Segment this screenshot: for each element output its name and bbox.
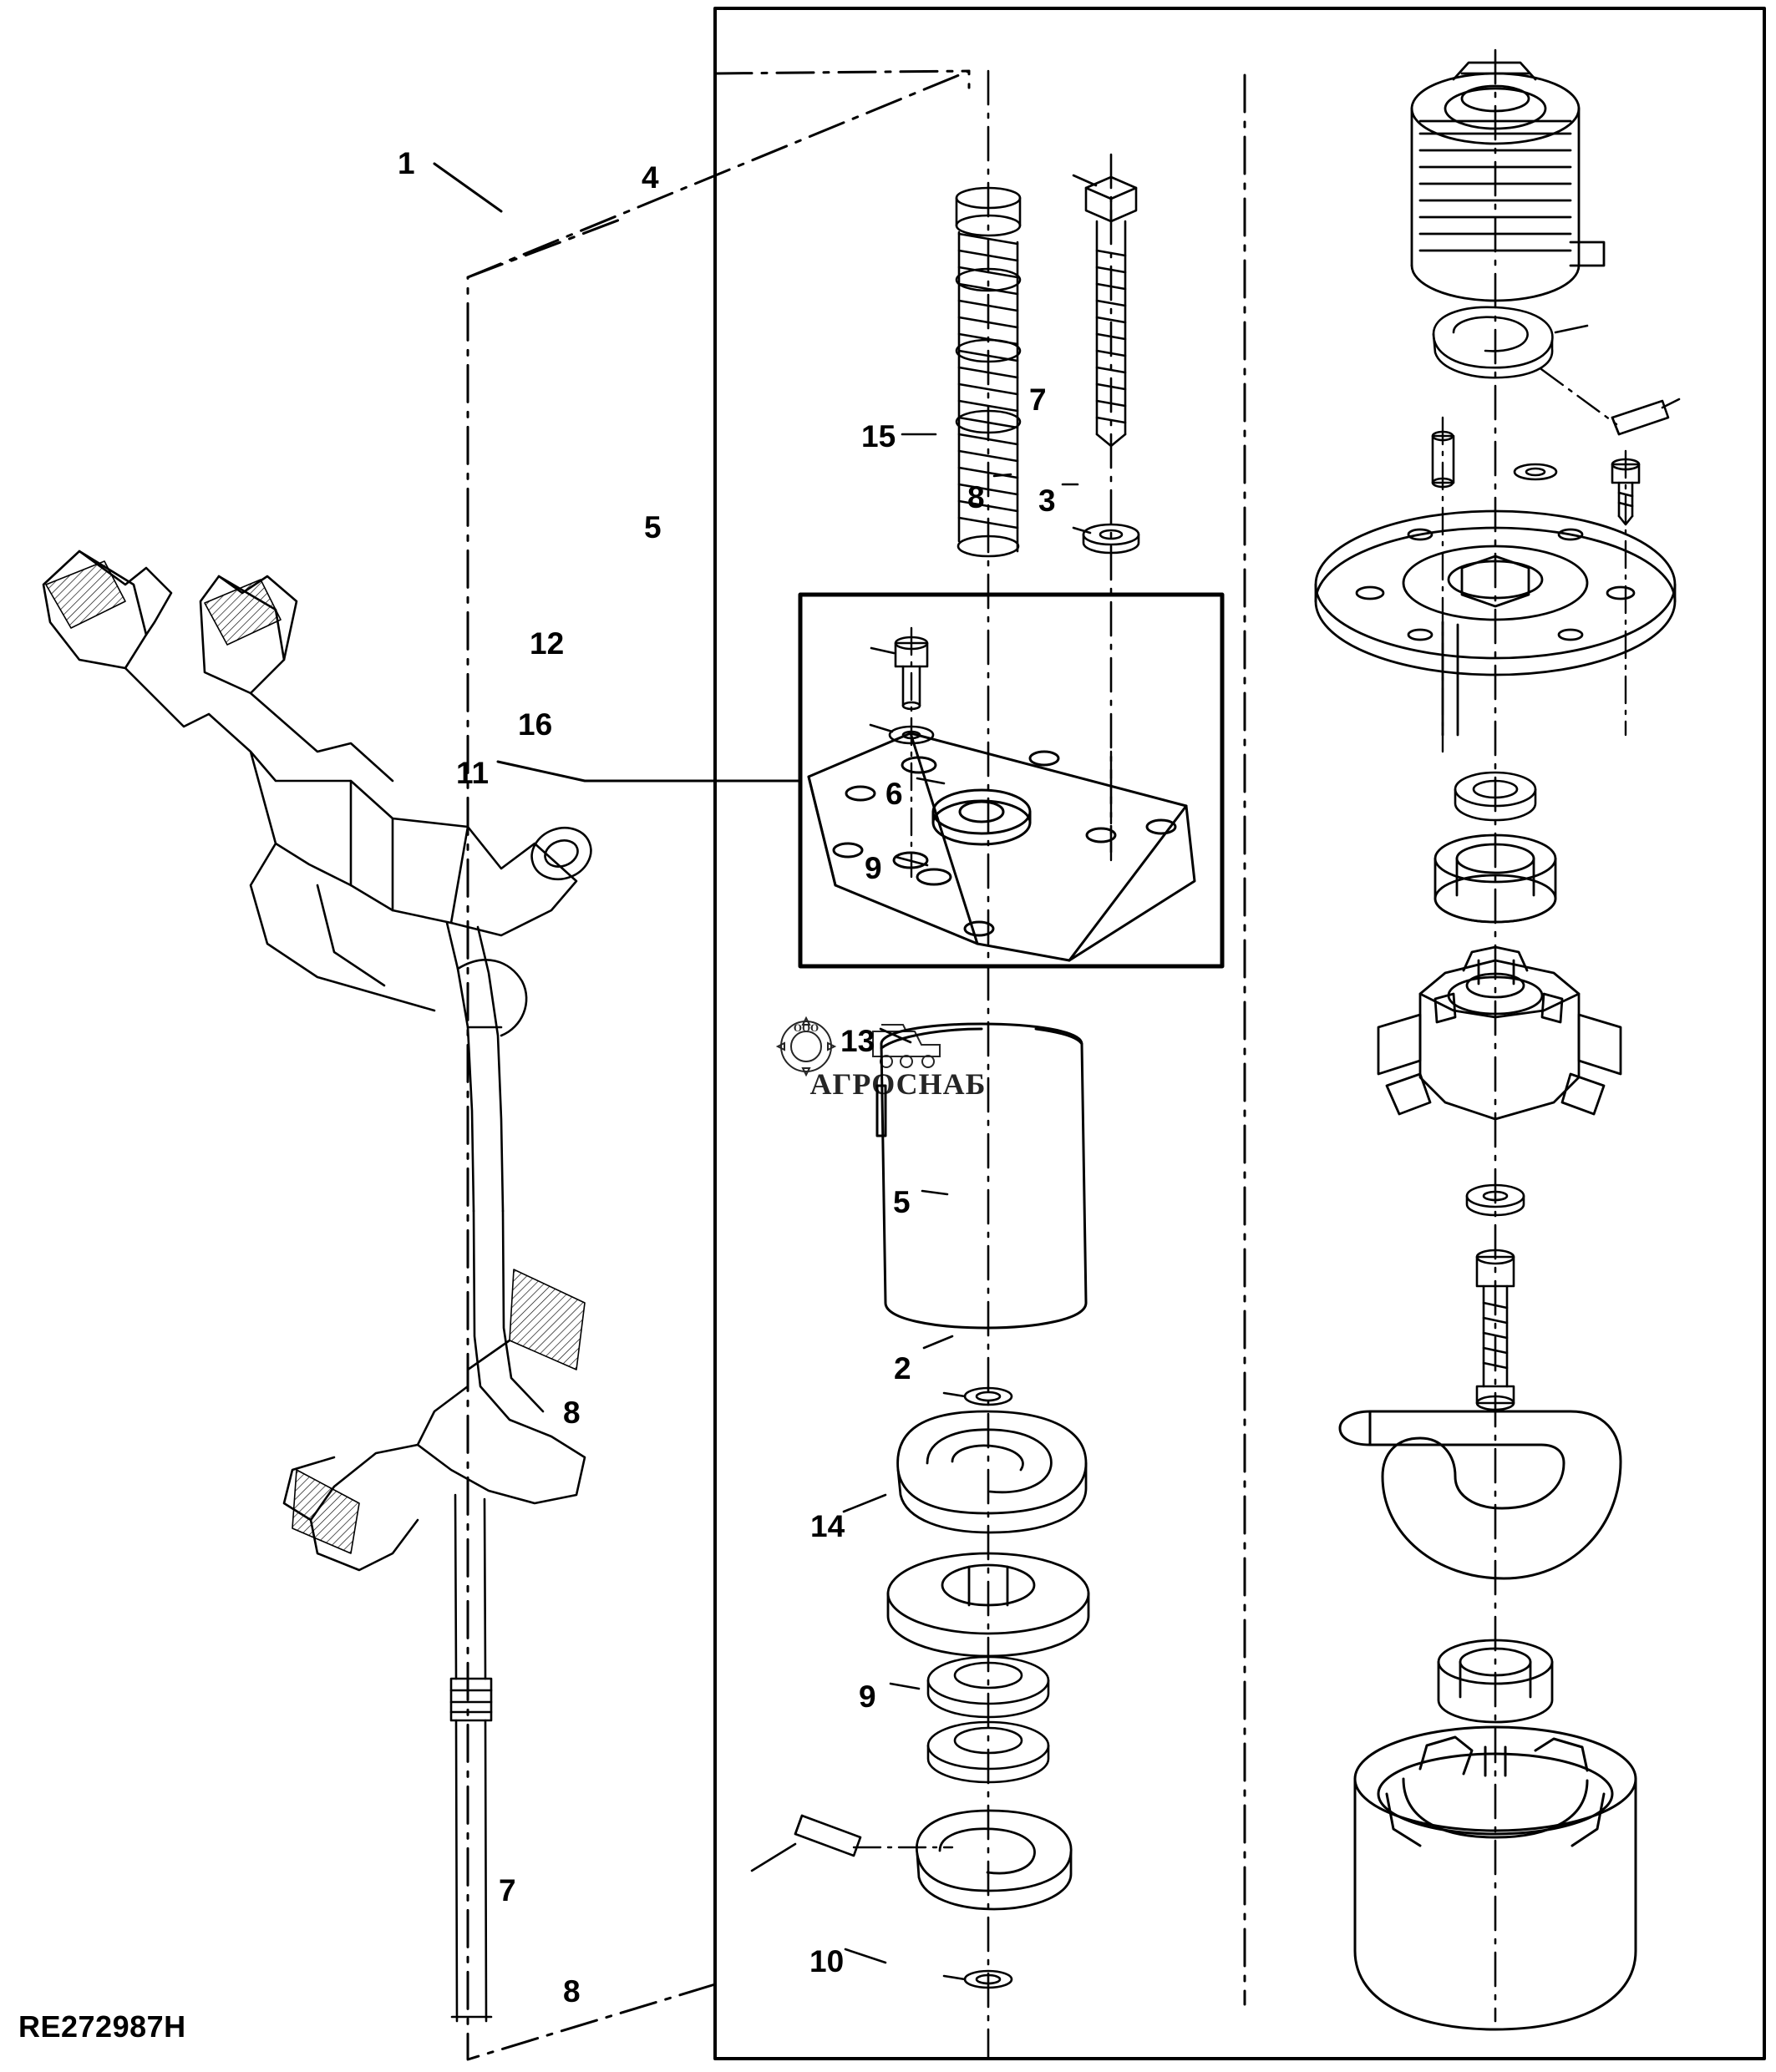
callout-11: 11	[456, 756, 490, 790]
leader-6	[917, 778, 944, 783]
leader-9-lower	[891, 1684, 919, 1689]
leader-5-right	[922, 1191, 947, 1194]
drawing-number: RE272987H	[18, 2009, 186, 2044]
leader-8-upper	[944, 1393, 965, 1396]
part-washer-8-right	[1515, 464, 1556, 479]
leader-7-upper	[1662, 399, 1679, 408]
left-assembly-outline	[43, 551, 598, 2021]
part-roll-pin-7-lower	[795, 1816, 860, 1856]
callout-14: 14	[810, 1509, 845, 1543]
callout-8-center-lower: 8	[563, 1974, 581, 2009]
callout-leader-11	[498, 762, 800, 781]
part-cylinder-housing	[877, 1024, 1086, 1328]
callout-1: 1	[398, 146, 415, 180]
callout-10: 10	[809, 1944, 845, 1978]
callout-15: 15	[861, 419, 896, 453]
callout-9-lower: 9	[859, 1679, 876, 1714]
part-cap-screw-2	[1477, 1250, 1514, 1410]
part-hook-14	[1340, 1411, 1621, 1578]
callout-7-upper: 7	[1029, 382, 1047, 417]
callout-6: 6	[885, 777, 903, 811]
part-switch-13	[1378, 947, 1621, 1119]
part-motor-top	[1412, 63, 1604, 301]
callout-2: 2	[894, 1351, 911, 1386]
callout-7-lower: 7	[499, 1873, 516, 1907]
callout-3: 3	[1038, 484, 1056, 518]
leader-8-lower	[944, 1976, 965, 1979]
callout-5-top: 5	[644, 510, 662, 545]
part-roll-pin-7-upper	[1612, 401, 1668, 434]
callout-4: 4	[642, 160, 659, 195]
inset-frame-11	[800, 595, 1222, 966]
leader-2	[924, 1336, 952, 1348]
leader-16	[870, 725, 892, 732]
leader-14	[844, 1495, 885, 1512]
callout-8-right: 8	[967, 480, 985, 514]
callout-12: 12	[530, 626, 565, 661]
leader-10	[845, 1949, 885, 1963]
callout-13: 13	[840, 1024, 875, 1058]
callout-8-center-upper: 8	[563, 1396, 581, 1430]
part-cam-plate-lower	[916, 1811, 1071, 1909]
watermark-main-text: АГРОСНАБ	[809, 1067, 987, 1101]
callout-16: 16	[518, 707, 553, 742]
part-mounting-plate-11	[809, 733, 1195, 960]
assembly-boundary-1	[468, 71, 969, 2059]
leader-4	[1073, 175, 1096, 185]
part-cam-lever	[1433, 307, 1587, 377]
axis-7-upper	[1541, 369, 1616, 424]
leader-12	[871, 648, 894, 653]
callout-5-right: 5	[893, 1185, 911, 1219]
callout-9-upper: 9	[865, 851, 882, 885]
callout-leader-1	[434, 164, 501, 211]
watermark-top-text: ООО	[793, 1021, 819, 1034]
leader-7-lower	[752, 1844, 795, 1871]
part-cam-plate-upper	[898, 1411, 1086, 1532]
